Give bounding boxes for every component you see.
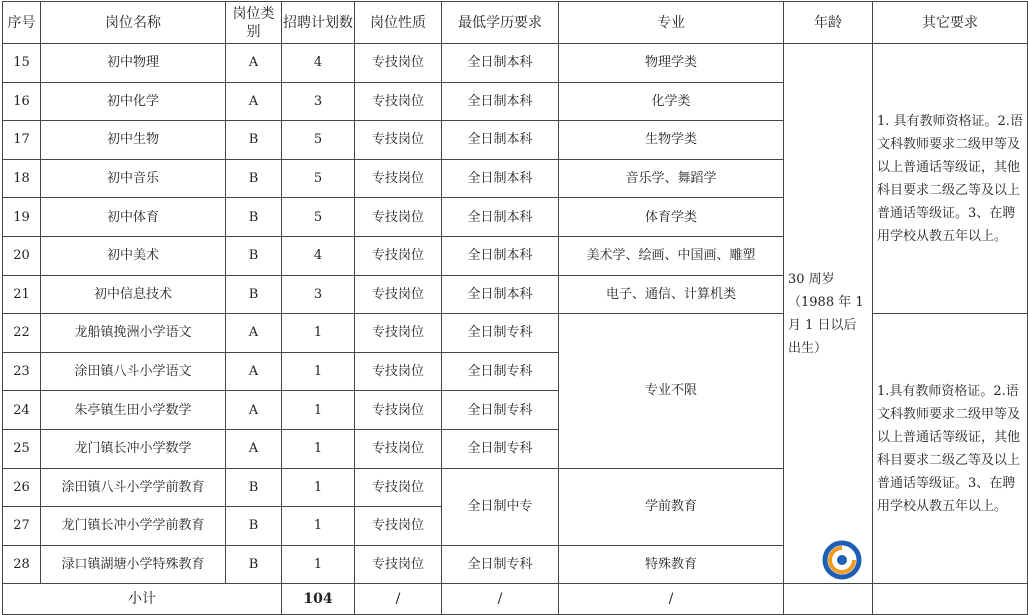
cell-seq: 16 bbox=[3, 82, 41, 121]
cell-name: 初中物理 bbox=[41, 44, 226, 83]
cell-count: 5 bbox=[282, 198, 355, 237]
cell-edu: 全日制本科 bbox=[442, 275, 559, 314]
cell-edu: 全日制本科 bbox=[442, 82, 559, 121]
cell-name: 初中体育 bbox=[41, 198, 226, 237]
cell-count: 3 bbox=[282, 275, 355, 314]
cell-name: 初中化学 bbox=[41, 82, 226, 121]
cell-major-merged-preschool: 学前教育 bbox=[559, 468, 784, 545]
subtotal-slash-major: / bbox=[559, 584, 784, 615]
cell-name: 龙门镇长冲小学学前教育 bbox=[41, 507, 226, 546]
cell-type: A bbox=[226, 314, 282, 353]
header-recruit-count: 招聘计划数 bbox=[282, 2, 355, 44]
header-post-type: 岗位类别 bbox=[226, 2, 282, 44]
cell-name: 初中信息技术 bbox=[41, 275, 226, 314]
cell-name: 朱亭镇生田小学数学 bbox=[41, 391, 226, 430]
subtotal-age-empty bbox=[784, 584, 873, 615]
cell-edu: 全日制本科 bbox=[442, 121, 559, 160]
cell-name: 初中生物 bbox=[41, 121, 226, 160]
cell-nature: 专技岗位 bbox=[355, 468, 442, 507]
cell-nature: 专技岗位 bbox=[355, 275, 442, 314]
cell-count: 1 bbox=[282, 545, 355, 584]
subtotal-slash-edu: / bbox=[442, 584, 559, 615]
cell-seq: 15 bbox=[3, 44, 41, 83]
cell-count: 1 bbox=[282, 314, 355, 353]
cell-type: A bbox=[226, 391, 282, 430]
cell-count: 5 bbox=[282, 121, 355, 160]
header-post-name: 岗位名称 bbox=[41, 2, 226, 44]
cell-count: 1 bbox=[282, 391, 355, 430]
table-row bbox=[3, 44, 1028, 83]
cell-count: 5 bbox=[282, 159, 355, 198]
cell-major: 物理学类 bbox=[559, 44, 784, 83]
cell-type: B bbox=[226, 236, 282, 275]
cell-major: 电子、通信、计算机类 bbox=[559, 275, 784, 314]
cell-nature: 专技岗位 bbox=[355, 121, 442, 160]
header-major: 专业 bbox=[559, 2, 784, 44]
cell-major: 音乐学、舞蹈学 bbox=[559, 159, 784, 198]
cell-edu: 全日制本科 bbox=[442, 236, 559, 275]
age-text: 30 周岁（1988 年 1 月 1 日以后出生） bbox=[788, 271, 864, 356]
cell-nature: 专技岗位 bbox=[355, 391, 442, 430]
cell-type: B bbox=[226, 275, 282, 314]
cell-major: 特殊教育 bbox=[559, 545, 784, 584]
cell-major: 化学类 bbox=[559, 82, 784, 121]
cell-seq: 23 bbox=[3, 352, 41, 391]
cell-seq: 17 bbox=[3, 121, 41, 160]
cell-edu: 全日制本科 bbox=[442, 198, 559, 237]
cell-seq: 22 bbox=[3, 314, 41, 353]
cell-type: A bbox=[226, 429, 282, 468]
cell-nature: 专技岗位 bbox=[355, 545, 442, 584]
cell-seq: 21 bbox=[3, 275, 41, 314]
cell-name: 渌口镇湖塘小学特殊教育 bbox=[41, 545, 226, 584]
cell-nature: 专技岗位 bbox=[355, 352, 442, 391]
cell-name: 涂田镇八斗小学语文 bbox=[41, 352, 226, 391]
cell-edu: 全日制专科 bbox=[442, 429, 559, 468]
table-row bbox=[3, 314, 1028, 353]
cell-type: B bbox=[226, 468, 282, 507]
cell-edu: 全日制本科 bbox=[442, 44, 559, 83]
cell-type: B bbox=[226, 545, 282, 584]
other-bottom-text: 1.具有教师资格证。2.语文科教师要求二级甲等及以上普通话等级证，其他科目要求二级乙等及以上普通话等级证。3、在聘用学校从教五年以上。 bbox=[877, 383, 1021, 514]
cell-count: 4 bbox=[282, 236, 355, 275]
cell-edu: 全日制专科 bbox=[442, 545, 559, 584]
cell-major-merged: 专业不限 bbox=[559, 314, 784, 468]
recruitment-table bbox=[2, 1, 1028, 615]
subtotal-other-empty bbox=[873, 584, 1028, 615]
cell-edu: 全日制专科 bbox=[442, 352, 559, 391]
cell-nature: 专技岗位 bbox=[355, 429, 442, 468]
cell-count: 1 bbox=[282, 429, 355, 468]
cell-type: B bbox=[226, 121, 282, 160]
other-top-text: 1. 具有教师资格证。2.语文科教师要求二级甲等及以上普通话等级证，其他科目要求二级乙等及以上普通话等级证。3、在聘用学校从教五年以上。 bbox=[877, 113, 1023, 244]
cell-nature: 专技岗位 bbox=[355, 198, 442, 237]
cell-major: 体育学类 bbox=[559, 198, 784, 237]
cell-seq: 24 bbox=[3, 391, 41, 430]
cell-type: B bbox=[226, 507, 282, 546]
cell-other-bottom bbox=[873, 314, 1028, 584]
subtotal-slash-nature: / bbox=[355, 584, 442, 615]
cell-edu: 全日制专科 bbox=[442, 314, 559, 353]
cell-name: 龙门镇长冲小学数学 bbox=[41, 429, 226, 468]
header-row bbox=[3, 2, 1028, 44]
header-min-education: 最低学历要求 bbox=[442, 2, 559, 44]
cell-major: 生物学类 bbox=[559, 121, 784, 160]
cell-nature: 专技岗位 bbox=[355, 44, 442, 83]
cell-seq: 26 bbox=[3, 468, 41, 507]
header-post-nature: 岗位性质 bbox=[355, 2, 442, 44]
cell-seq: 27 bbox=[3, 507, 41, 546]
header-other: 其它要求 bbox=[873, 2, 1028, 44]
subtotal-total: 104 bbox=[282, 584, 355, 615]
header-seq: 序号 bbox=[3, 2, 41, 44]
cell-seq: 18 bbox=[3, 159, 41, 198]
cell-count: 4 bbox=[282, 44, 355, 83]
cell-type: A bbox=[226, 82, 282, 121]
cell-nature: 专技岗位 bbox=[355, 236, 442, 275]
cell-nature: 专技岗位 bbox=[355, 159, 442, 198]
cell-name: 初中音乐 bbox=[41, 159, 226, 198]
cell-seq: 20 bbox=[3, 236, 41, 275]
subtotal-row bbox=[3, 584, 1028, 615]
cell-edu-merged: 全日制中专 bbox=[442, 468, 559, 545]
cell-nature: 专技岗位 bbox=[355, 314, 442, 353]
cell-edu: 全日制专科 bbox=[442, 391, 559, 430]
cell-nature: 专技岗位 bbox=[355, 82, 442, 121]
cell-count: 1 bbox=[282, 507, 355, 546]
cell-count: 3 bbox=[282, 82, 355, 121]
subtotal-label: 小计 bbox=[3, 584, 282, 615]
cell-type: B bbox=[226, 198, 282, 237]
cell-other-top bbox=[873, 44, 1028, 314]
cell-seq: 19 bbox=[3, 198, 41, 237]
cell-count: 1 bbox=[282, 468, 355, 507]
cell-major: 美术学、绘画、中国画、雕塑 bbox=[559, 236, 784, 275]
header-age: 年龄 bbox=[784, 2, 873, 44]
cell-name: 涂田镇八斗小学学前教育 bbox=[41, 468, 226, 507]
cell-count: 1 bbox=[282, 352, 355, 391]
cell-type: B bbox=[226, 159, 282, 198]
cell-age-merged bbox=[784, 44, 873, 584]
cell-nature: 专技岗位 bbox=[355, 507, 442, 546]
cell-name: 初中美术 bbox=[41, 236, 226, 275]
cell-type: A bbox=[226, 352, 282, 391]
cell-name: 龙船镇挽洲小学语文 bbox=[41, 314, 226, 353]
cell-edu: 全日制本科 bbox=[442, 159, 559, 198]
cell-type: A bbox=[226, 44, 282, 83]
cell-seq: 28 bbox=[3, 545, 41, 584]
cell-seq: 25 bbox=[3, 429, 41, 468]
watermark-logo-icon bbox=[822, 540, 862, 580]
